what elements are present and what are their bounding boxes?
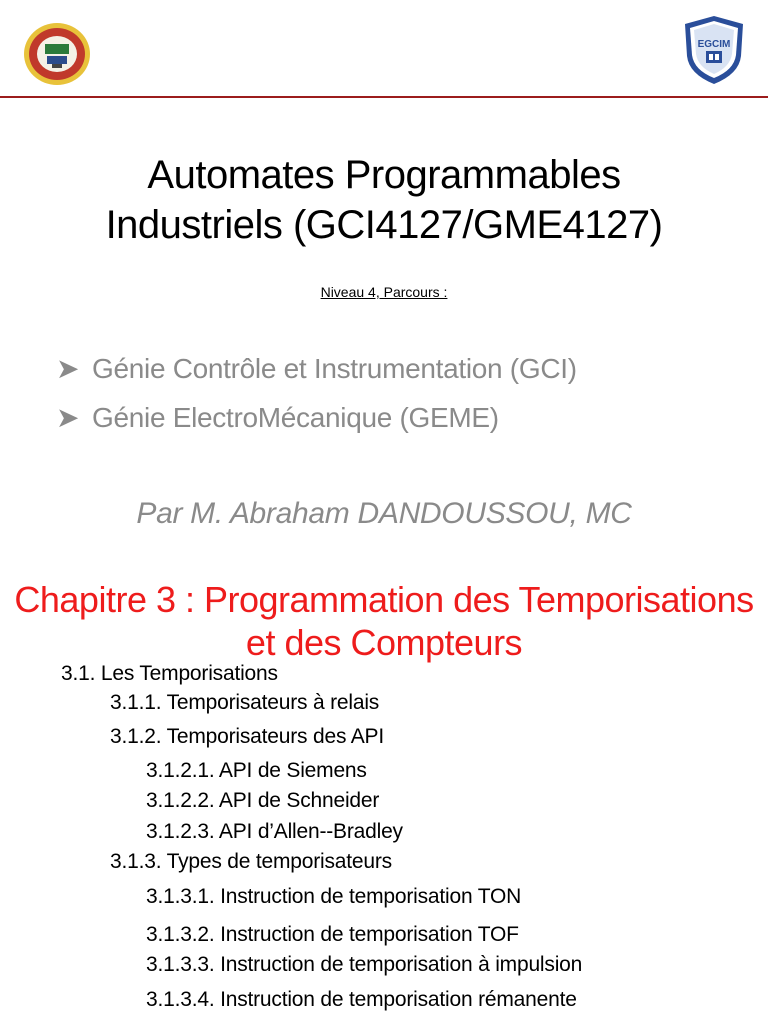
bullet-text: Génie ElectroMécanique (GEME) (92, 402, 499, 433)
toc-item: 3.1.2.1. API de Siemens (146, 759, 367, 782)
egcim-logo-text: EGCIM (697, 39, 731, 50)
toc-item: 3.1.2.2. API de Schneider (146, 789, 380, 812)
egcim-shield-logo (683, 14, 745, 86)
university-seal-logo (23, 22, 91, 86)
toc-item: 3.1.3. Types de temporisateurs (110, 850, 392, 873)
arrow-bullet-icon: ➤ (56, 353, 80, 384)
toc-item: 3.1.3.4. Instruction de temporisation rémanente (146, 988, 577, 1011)
chapter-heading (0, 578, 768, 664)
author-line: Par M. Abraham DANDOUSSOU, MC (136, 497, 632, 530)
toc-item: 3.1.3.3. Instruction de temporisation à impulsion (146, 953, 583, 976)
chapter-line-2: et des Compteurs (245, 622, 523, 663)
toc-item: 3.1.2.3. API d’Allen--Bradley (146, 820, 403, 843)
title-line-1: Automates Programmables (147, 153, 621, 197)
toc-item: 3.1.2. Temporisateurs des API (110, 725, 384, 748)
bullet-item (56, 401, 499, 434)
toc-item: 3.1.3.2. Instruction de temporisation TOF (146, 923, 519, 946)
arrow-bullet-icon: ➤ (56, 402, 80, 433)
bullet-text: Génie Contrôle et Instrumentation (GCI) (92, 353, 577, 384)
chapter-line-1: Chapitre 3 : Programmation des Temporisations (14, 579, 754, 620)
document-title (0, 150, 768, 250)
level-subtitle: Niveau 4, Parcours : (320, 284, 448, 300)
toc-item: 3.1. Les Temporisations (61, 662, 278, 685)
toc-item: 3.1.3.1. Instruction de temporisation TON (146, 885, 522, 908)
bullet-item (56, 352, 577, 385)
title-line-2: Industriels (GCI4127/GME4127) (105, 203, 663, 247)
header-divider (0, 96, 768, 98)
toc-item: 3.1.1. Temporisateurs à relais (110, 691, 380, 714)
